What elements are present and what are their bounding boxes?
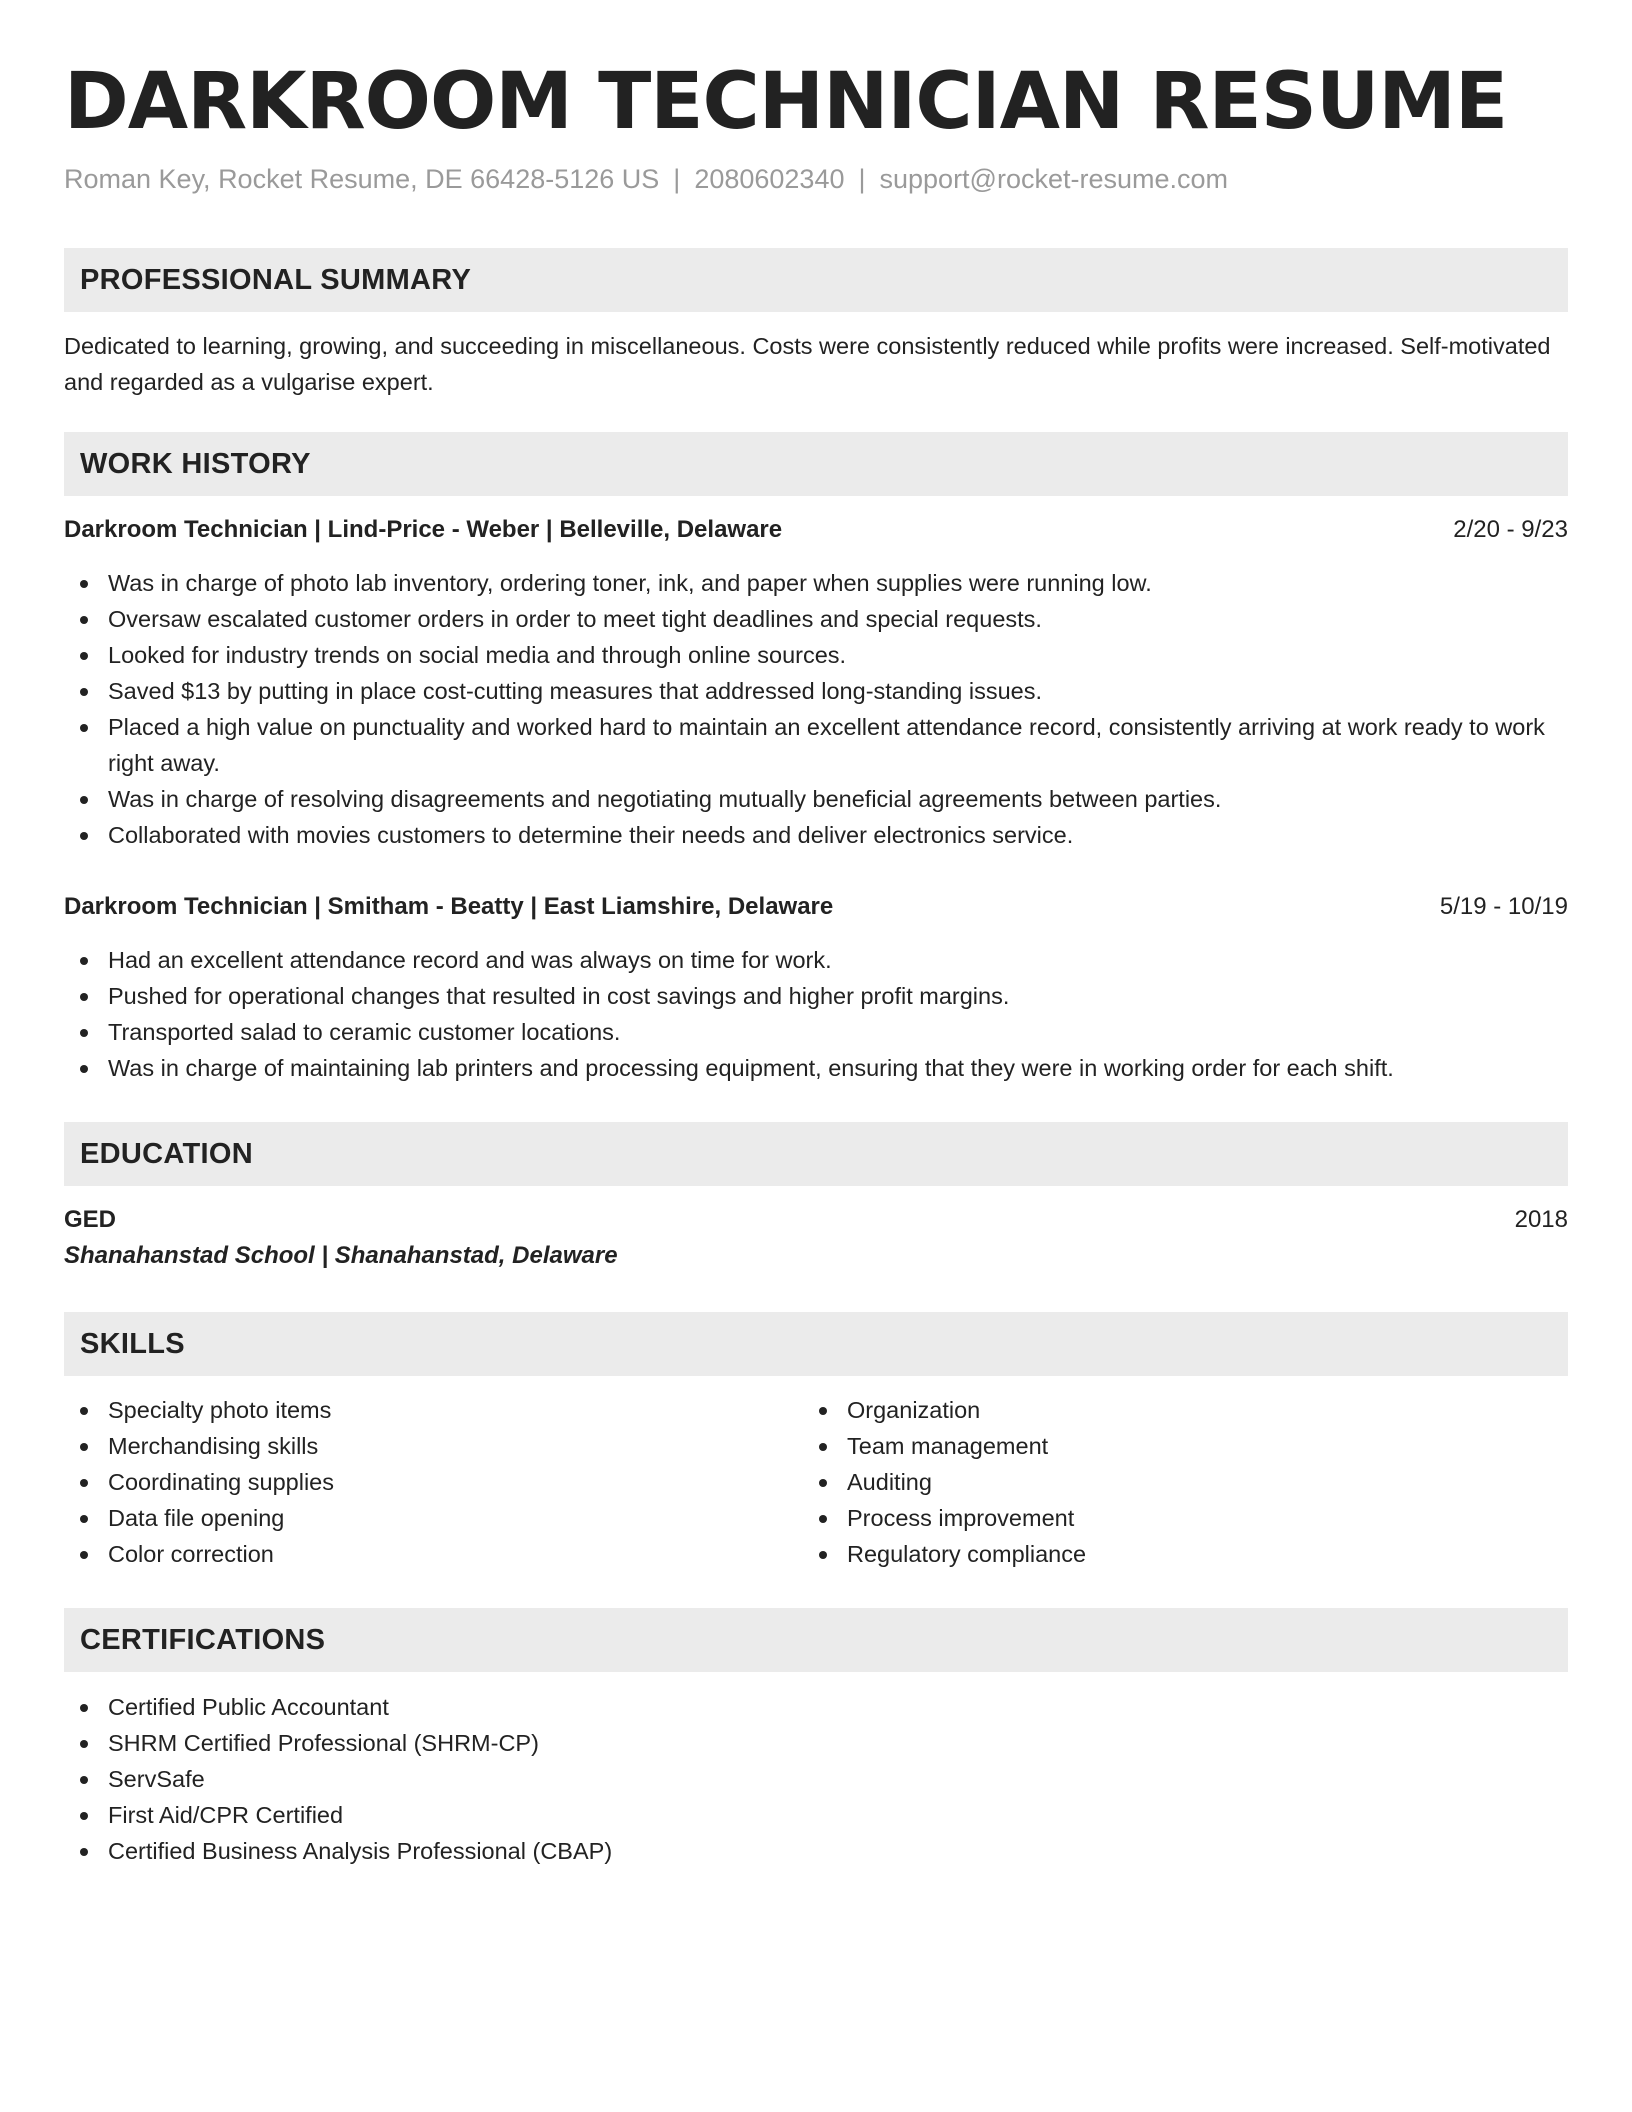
resume-title: DARKROOM TECHNICIAN RESUME (64, 57, 1508, 147)
list-item: Placed a high value on punctuality and worked hard to maintain an excellent attendance record, consistently arriving at work ready to work right away. (64, 709, 1568, 781)
list-item: Transported salad to ceramic customer locations. (64, 1014, 1568, 1050)
list-item: Oversaw escalated customer orders in order to meet tight deadlines and special requests. (64, 601, 1568, 637)
list-item: Looked for industry trends on social media and through online sources. (64, 637, 1568, 673)
list-item: Color correction (64, 1536, 803, 1572)
list-item: Auditing (803, 1464, 1568, 1500)
list-item: Was in charge of resolving disagreements and negotiating mutually beneficial agreements between parties. (64, 781, 1568, 817)
contact-line (64, 162, 1568, 196)
job-title: Darkroom Technician | Lind-Price - Weber | Belleville, Delaware (64, 516, 783, 543)
skills-list-left (64, 1392, 803, 1572)
summary-text: Dedicated to learning, growing, and succeeding in miscellaneous. Costs were consistently reduced while profits were increased. Self-motivated and regarded as a vulgarise expert. (64, 333, 1551, 395)
list-item: SHRM Certified Professional (SHRM-CP) (64, 1725, 1568, 1761)
contact-separator: | (858, 164, 866, 194)
list-item: Regulatory compliance (803, 1536, 1568, 1572)
list-item: ServSafe (64, 1761, 1568, 1797)
section-header-education: EDUCATION (64, 1122, 1568, 1186)
list-item: Data file opening (64, 1500, 803, 1536)
section-header-work-history: WORK HISTORY (64, 432, 1568, 496)
contact-separator: | (673, 164, 681, 194)
contact-phone: 2080602340 (694, 164, 845, 194)
education-year: 2018 (1514, 1206, 1568, 1233)
job-heading (64, 889, 1568, 925)
list-item: Certified Business Analysis Professional (CBAP) (64, 1833, 1568, 1869)
education-degree: GED (64, 1206, 117, 1233)
list-item: Was in charge of maintaining lab printers and processing equipment, ensuring that they were in working order for each shift. (64, 1050, 1568, 1086)
skills-columns (64, 1392, 1568, 1572)
job-bullet-list (64, 942, 1568, 1086)
list-item: Coordinating supplies (64, 1464, 803, 1500)
certifications-list (64, 1689, 1568, 1869)
list-item: Organization (803, 1392, 1568, 1428)
job-dates: 5/19 - 10/19 (1439, 893, 1568, 920)
list-item: Team management (803, 1428, 1568, 1464)
list-item: Certified Public Accountant (64, 1689, 1568, 1725)
list-item: Collaborated with movies customers to determine their needs and deliver electronics service. (64, 817, 1568, 853)
section-header-certifications: CERTIFICATIONS (64, 1608, 1568, 1672)
list-item: Merchandising skills (64, 1428, 803, 1464)
job-title: Darkroom Technician | Smitham - Beatty | East Liamshire, Delaware (64, 893, 834, 920)
list-item: Saved $13 by putting in place cost-cutting measures that addressed long-standing issues. (64, 673, 1568, 709)
section-header-summary: PROFESSIONAL SUMMARY (64, 248, 1568, 312)
job-heading (64, 512, 1568, 548)
list-item: Pushed for operational changes that resulted in cost savings and higher profit margins. (64, 978, 1568, 1014)
contact-email: support@rocket-resume.com (879, 164, 1229, 194)
section-header-skills: SKILLS (64, 1312, 1568, 1376)
contact-address: Roman Key, Rocket Resume, DE 66428-5126 US (64, 164, 660, 194)
job-dates: 2/20 - 9/23 (1453, 516, 1568, 543)
job-bullet-list (64, 565, 1568, 853)
list-item: First Aid/CPR Certified (64, 1797, 1568, 1833)
skills-list-right (803, 1392, 1568, 1572)
list-item: Was in charge of photo lab inventory, ordering toner, ink, and paper when supplies were running low. (64, 565, 1568, 601)
list-item: Specialty photo items (64, 1392, 803, 1428)
education-heading (64, 1202, 1568, 1238)
education-school: Shanahanstad School | Shanahanstad, Delaware (64, 1242, 618, 1269)
list-item: Process improvement (803, 1500, 1568, 1536)
list-item: Had an excellent attendance record and was always on time for work. (64, 942, 1568, 978)
